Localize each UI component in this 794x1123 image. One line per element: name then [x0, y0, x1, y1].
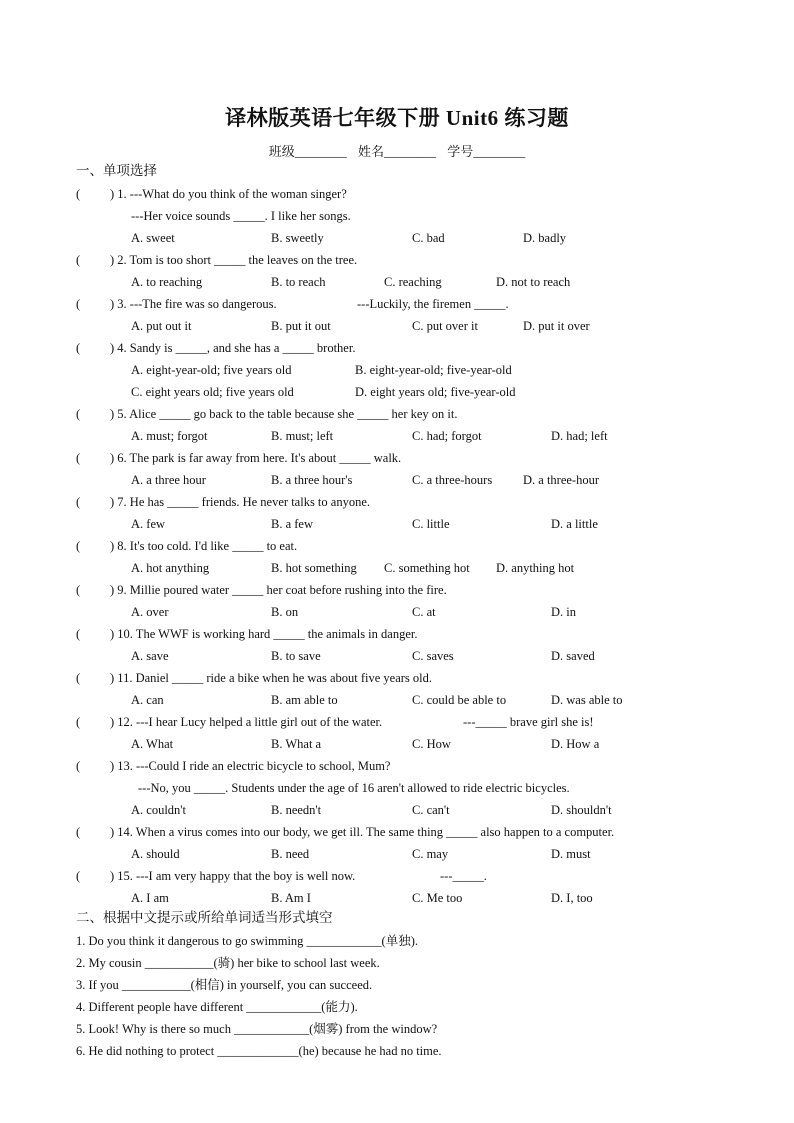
question-stem: ) 7. He has _____ friends. He never talks to anyone.: [110, 495, 370, 509]
answer-option: C. had; forgot: [412, 429, 482, 443]
fill-blank-item: 5. Look! Why is there so much ____________(烟雾) from the window?: [76, 1022, 438, 1036]
answer-option: C. How: [412, 737, 451, 751]
answer-option: B. a few: [271, 517, 313, 531]
section-2-heading: 二、根据中文提示或所给单词适当形式填空: [76, 910, 333, 925]
answer-option: B. hot something: [271, 561, 357, 575]
question-stem: ) 3. ---The fire was so dangerous.: [110, 297, 277, 311]
answer-option: B. to reach: [271, 275, 326, 289]
answer-bracket: (: [76, 495, 81, 509]
answer-option: B. to save: [271, 649, 321, 663]
answer-option: A. sweet: [131, 231, 175, 245]
fill-blank-item: 6. He did nothing to protect _____________(he) because he had no time.: [76, 1044, 442, 1058]
answer-bracket: (: [76, 407, 81, 421]
answer-option: B. put it out: [271, 319, 331, 333]
answer-option: B. a three hour's: [271, 473, 353, 487]
answer-option: D. eight years old; five-year-old: [355, 385, 516, 399]
answer-option: A. I am: [131, 891, 169, 905]
answer-option: A. must; forgot: [131, 429, 208, 443]
answer-option: A. should: [131, 847, 180, 861]
question-stem: ) 13. ---Could I ride an electric bicycle to school, Mum?: [110, 759, 391, 773]
question-stem: ) 15. ---I am very happy that the boy is well now.: [110, 869, 356, 883]
answer-bracket: (: [76, 341, 81, 355]
question-stem: ) 11. Daniel _____ ride a bike when he was about five years old.: [110, 671, 433, 685]
question-reply: ---_____.: [440, 869, 487, 883]
question-stem: ) 12. ---I hear Lucy helped a little girl out of the water.: [110, 715, 383, 729]
answer-option: D. put it over: [523, 319, 590, 333]
answer-option: C. eight years old; five years old: [131, 385, 294, 399]
answer-option: A. to reaching: [131, 275, 203, 289]
question-stem: ) 4. Sandy is _____, and she has a _____ brother.: [110, 341, 356, 355]
answer-bracket: (: [76, 187, 81, 201]
answer-option: D. a three-hour: [523, 473, 600, 487]
answer-option: A. put out it: [131, 319, 192, 333]
student-id-field: 学号________: [447, 144, 526, 159]
section-1-heading: 一、单项选择: [76, 163, 157, 178]
answer-option: D. a little: [551, 517, 598, 531]
class-field: 班级________: [268, 144, 347, 159]
answer-option: D. saved: [551, 649, 595, 663]
name-field: 姓名________: [357, 144, 436, 159]
answer-bracket: (: [76, 715, 81, 729]
answer-bracket: (: [76, 451, 81, 465]
answer-option: B. eight-year-old; five-year-old: [355, 363, 512, 377]
answer-option: D. anything hot: [496, 561, 575, 575]
answer-option: B. sweetly: [271, 231, 324, 245]
answer-option: A. hot anything: [131, 561, 210, 575]
question-stem: ) 14. When a virus comes into our body, we get ill. The same thing _____ also happen to a computer.: [110, 825, 615, 839]
answer-bracket: (: [76, 825, 81, 839]
answer-option: D. badly: [523, 231, 567, 245]
question-stem: ) 1. ---What do you think of the woman singer?: [110, 187, 347, 201]
student-info-line: [0, 141, 794, 160]
answer-option: C. reaching: [384, 275, 442, 289]
question-reply: ---_____ brave girl she is!: [463, 715, 594, 729]
question-sub-line: ---Her voice sounds _____. I like her songs.: [131, 209, 351, 223]
answer-option: A. eight-year-old; five years old: [131, 363, 292, 377]
answer-option: A. What: [131, 737, 174, 751]
question-stem: ) 8. It's too cold. I'd like _____ to eat.: [110, 539, 298, 553]
answer-option: C. Me too: [412, 891, 463, 905]
answer-option: C. could be able to: [412, 693, 507, 707]
answer-bracket: (: [76, 671, 81, 685]
answer-bracket: (: [76, 759, 81, 773]
answer-bracket: (: [76, 539, 81, 553]
question-reply: ---Luckily, the firemen _____.: [357, 297, 509, 311]
answer-option: C. may: [412, 847, 449, 861]
answer-bracket: (: [76, 297, 81, 311]
answer-option: B. on: [271, 605, 299, 619]
question-stem: ) 10. The WWF is working hard _____ the animals in danger.: [110, 627, 418, 641]
answer-option: D. in: [551, 605, 576, 619]
answer-option: D. I, too: [551, 891, 593, 905]
answer-option: B. Am I: [271, 891, 311, 905]
answer-option: B. What a: [271, 737, 322, 751]
answer-option: D. must: [551, 847, 591, 861]
answer-option: C. little: [412, 517, 450, 531]
question-stem: ) 2. Tom is too short _____ the leaves on the tree.: [110, 253, 358, 267]
answer-option: C. saves: [412, 649, 454, 663]
answer-option: C. at: [412, 605, 436, 619]
answer-option: B. am able to: [271, 693, 338, 707]
answer-bracket: (: [76, 627, 81, 641]
page-title: 译林版英语七年级下册 Unit6 练习题: [225, 106, 569, 130]
question-stem: ) 9. Millie poured water _____ her coat before rushing into the fire.: [110, 583, 447, 597]
answer-option: A. can: [131, 693, 164, 707]
question-sub-line: ---No, you _____. Students under the age of 16 aren't allowed to ride electric bicycles.: [138, 781, 570, 795]
question-stem: ) 6. The park is far away from here. It's about _____ walk.: [110, 451, 402, 465]
answer-option: D. How a: [551, 737, 600, 751]
answer-option: C. can't: [412, 803, 450, 817]
answer-option: A. over: [131, 605, 169, 619]
answer-option: B. must; left: [271, 429, 334, 443]
answer-option: D. was able to: [551, 693, 623, 707]
fill-blank-item: 4. Different people have different ____________(能力).: [76, 1000, 358, 1014]
answer-option: D. not to reach: [496, 275, 571, 289]
answer-bracket: (: [76, 583, 81, 597]
answer-option: C. a three-hours: [412, 473, 493, 487]
answer-option: A. save: [131, 649, 169, 663]
answer-option: C. something hot: [384, 561, 470, 575]
fill-blank-item: 3. If you ___________(相信) in yourself, you can succeed.: [76, 978, 373, 992]
answer-option: D. had; left: [551, 429, 608, 443]
answer-option: D. shouldn't: [551, 803, 612, 817]
question-stem: ) 5. Alice _____ go back to the table because she _____ her key on it.: [110, 407, 458, 421]
answer-option: B. need: [271, 847, 310, 861]
answer-bracket: (: [76, 253, 81, 267]
answer-option: A. couldn't: [131, 803, 187, 817]
answer-option: C. bad: [412, 231, 445, 245]
answer-option: C. put over it: [412, 319, 478, 333]
answer-option: B. needn't: [271, 803, 322, 817]
fill-blank-item: 2. My cousin ___________(骑) her bike to school last week.: [76, 956, 380, 970]
answer-bracket: (: [76, 869, 81, 883]
answer-option: A. a three hour: [131, 473, 206, 487]
answer-option: A. few: [131, 517, 166, 531]
fill-blank-item: 1. Do you think it dangerous to go swimming ____________(单独).: [76, 934, 418, 948]
